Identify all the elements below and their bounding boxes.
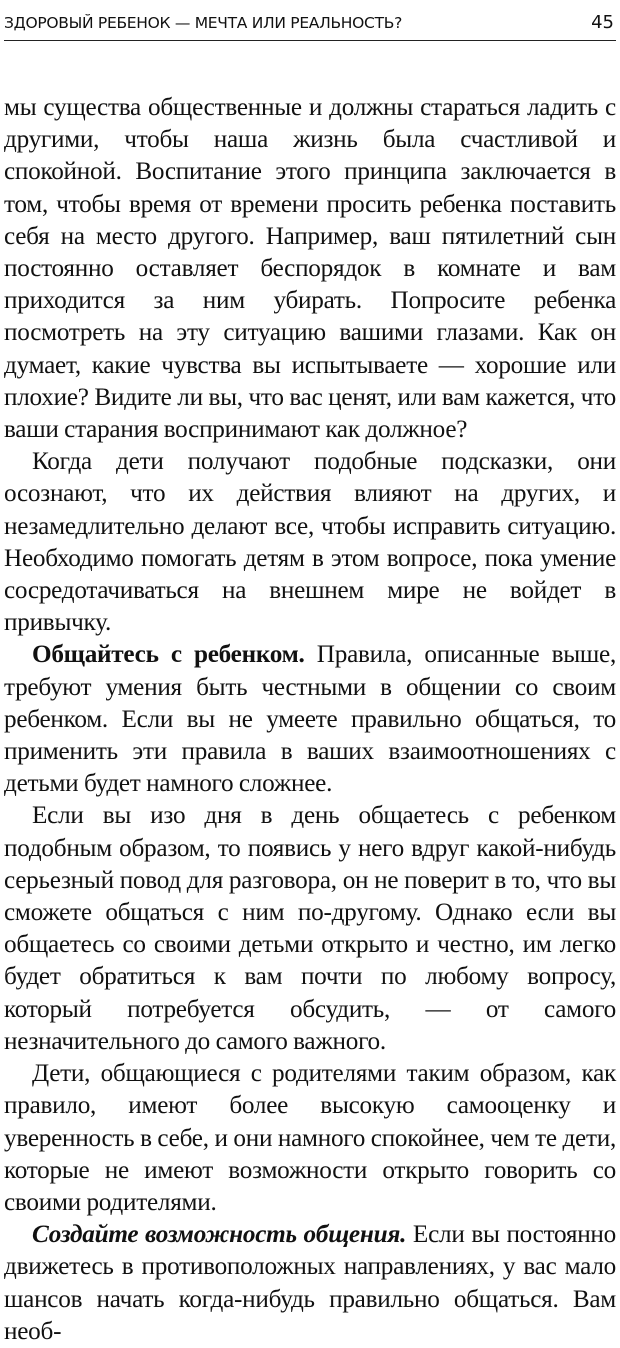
paragraph [4,1219,616,1348]
paragraph-text: мы существа общественные и должны стараться ладить с другими, чтобы наша жизнь была счастливой и спокойной. Воспитание этого принципа заключается в том, чтобы время от времени просить ребенка поставить себя на место другого. Например, ваш пятилетний сын постоянно оставляет беспорядок в комнате и вам приходится за ним убирать. Попросите ребенка посмотреть на эту ситуацию вашими глазами. Как он думает, какие чувства вы испытываете — хорошие или плохие? Видите ли вы, что вас ценят, или вам кажется, что ваши старания воспринимают как должное? [4,94,616,444]
paragraph-text: Когда дети получают подобные подсказки, они осознают, что их действия влияют на других, и незамедлительно делают все, чтобы исправить ситуацию. Необходимо помогать детям в этом вопросе, пока умение сосредотачиваться на внешнем мире не войдет в привычку. [4,448,616,637]
paragraph-text: Если вы постоянно движетесь в противоположных направлениях, у вас мало шансов начать когда-нибудь правильно общаться. Вам необ- [4,1221,616,1345]
paragraph [4,800,616,1058]
paragraph [4,1058,616,1219]
paragraph [4,639,616,800]
page-number: 45 [591,12,614,33]
paragraph-text: Правила, описанные выше, требуют умения быть честными в общении со своим ребенком. Если вы не умеете правильно общаться, то применить эти правила в ваших взаимоотношениях с детьми будет намного сложнее. [4,641,616,798]
paragraph-text: Дети, общающиеся с родителями таким образом, как правило, имеют более высокую самооценку и уверенность в себе, и они намного спокойнее, чем те дети, которые не имеют возможности открыто говорить со своими родителями. [4,1060,616,1216]
paragraph [4,446,616,639]
section-lead-heading: Создайте возможность общения. [32,1221,407,1249]
running-header-title: ЗДОРОВЫЙ РЕБЕНОК — МЕЧТА ИЛИ РЕАЛЬНОСТЬ? [4,14,403,32]
paragraph-text: Если вы изо дня в день общаетесь с ребенком подобным образом, то появись у него вдруг какой-нибудь серьезный повод для разговора, он не поверит в то, что вы сможете общаться с ним по-другому. Однако если вы общаетесь со своими детьми открыто и честно, им легко будет обратиться к вам почти по любому вопросу, который потребуется обсудить, — от самого незначительного до самого важного. [4,802,616,1055]
section-lead-heading: Общайтесь с ребенком. [32,641,305,669]
page-body [4,92,616,1348]
paragraph [4,92,616,446]
running-header [4,8,616,41]
